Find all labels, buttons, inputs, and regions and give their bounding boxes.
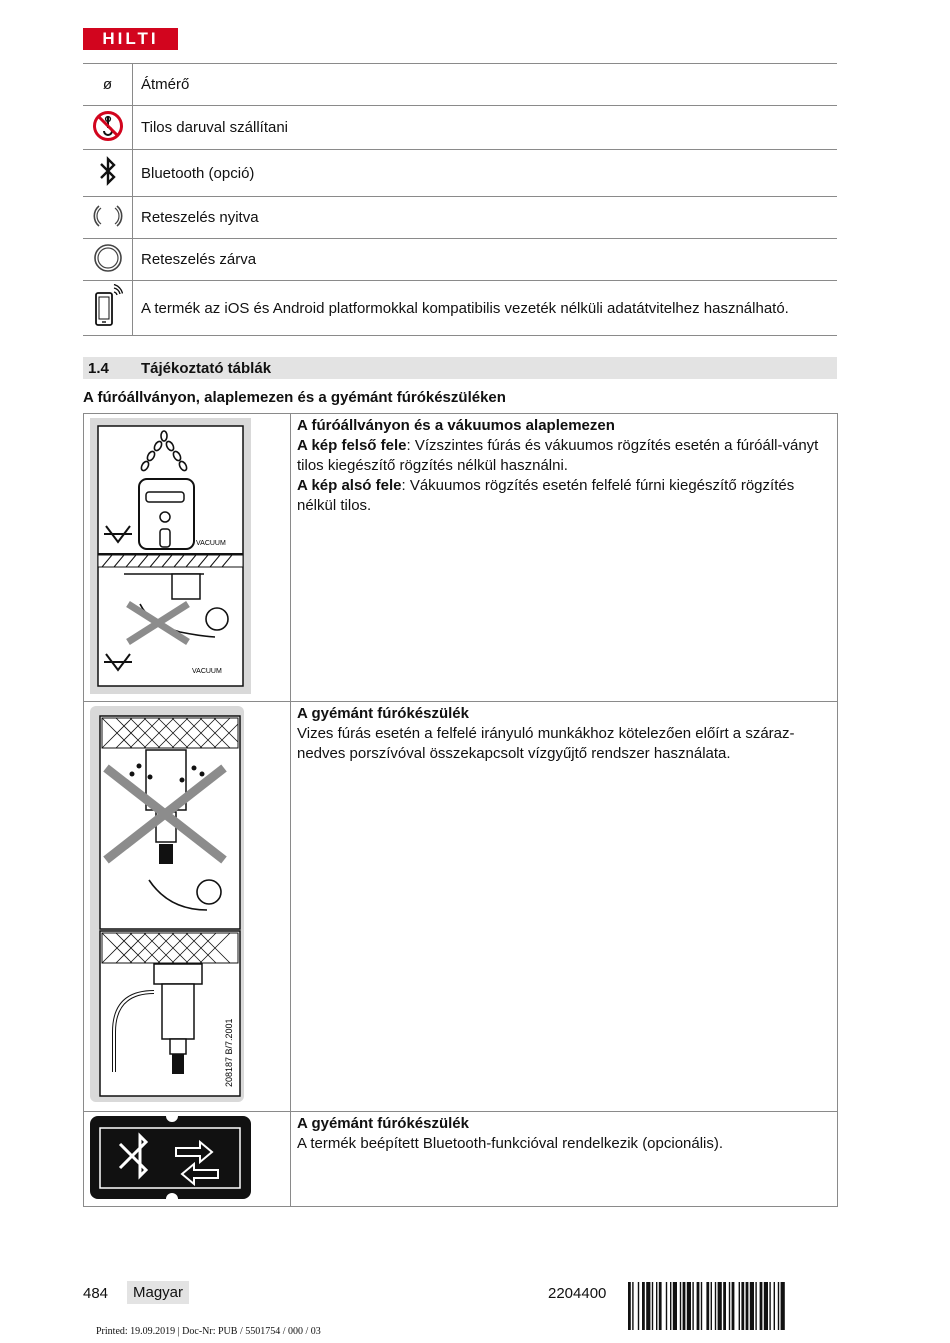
symbol-row	[83, 64, 837, 106]
section-heading	[83, 357, 837, 379]
sign-title: A fúróállványon és a vákuumos alaplemezen	[297, 417, 615, 434]
page-number: 484	[83, 1285, 109, 1302]
barcode	[628, 1282, 836, 1330]
section-title: Tájékoztató táblák	[141, 360, 272, 377]
lock-open-icon	[91, 199, 125, 233]
diameter-icon: ø	[83, 64, 133, 106]
symbol-row	[83, 281, 837, 336]
symbol-text: Reteszelés zárva	[133, 239, 838, 281]
symbol-text: Tilos daruval szállítani	[133, 106, 838, 150]
symbol-text: Bluetooth (opció)	[133, 150, 838, 197]
symbol-text: Átmérő	[133, 64, 838, 106]
vacuum-label-top: VACUUM	[196, 540, 226, 547]
sign-table	[83, 413, 838, 1207]
sign-row	[84, 414, 838, 702]
bluetooth-sign-image	[84, 1112, 290, 1202]
bluetooth-icon	[99, 155, 117, 187]
sign-title: A gyémánt fúrókészülék	[297, 705, 469, 722]
symbol-row	[83, 150, 837, 197]
document-code: 2204400	[548, 1285, 607, 1302]
print-info: Printed: 19.09.2019 | Doc-Nr: PUB / 5501754 / 000 / 03	[96, 1326, 321, 1337]
language-label: Magyar	[127, 1281, 189, 1304]
no-crane-transport-icon	[92, 110, 124, 142]
symbol-text: Reteszelés nyitva	[133, 197, 838, 239]
sign-text: Vizes fúrás esetén a felfelé irányuló munkákhoz kötelezően előírt a száraz-nedves porszívóval összekapcsolt vízgyűjtő rendszer használata.	[297, 725, 795, 762]
hilti-logo: HILTI	[83, 28, 178, 50]
symbol-row	[83, 106, 837, 150]
wet-drilling-sign-image	[84, 702, 290, 1107]
vacuum-label-bottom: VACUUM	[192, 668, 222, 675]
sign-row	[84, 702, 838, 1112]
symbol-row	[83, 239, 837, 281]
symbol-text: A termék az iOS és Android platformokkal kompatibilis vezeték nélküli adatátvitelhez használható.	[133, 281, 838, 336]
sign-image-code: 208187 B/7.2001	[224, 1018, 234, 1087]
lock-closed-icon	[92, 242, 124, 274]
sign-row	[84, 1112, 838, 1207]
phone-wireless-icon	[93, 284, 123, 328]
sign-text-lower: A kép alsó fele: Vákuumos rögzítés esetén felfelé fúrni kiegészítő rögzítés nélkül tilos.	[297, 477, 795, 514]
symbol-table	[83, 63, 837, 336]
section-number: 1.4	[88, 360, 109, 377]
symbol-row	[83, 197, 837, 239]
vacuum-base-sign-image	[84, 414, 290, 697]
subheading: A fúróállványon, alaplemezen és a gyémánt fúrókészüléken	[83, 389, 506, 406]
sign-title: A gyémánt fúrókészülék	[297, 1115, 469, 1132]
sign-text-upper: A kép felső fele: Vízszintes fúrás és vákuumos rögzítés esetén a fúróáll-ványt tilos kiegészítő rögzítés nélkül használni.	[297, 437, 819, 474]
sign-text: A termék beépített Bluetooth-funkcióval rendelkezik (opcionális).	[297, 1135, 724, 1152]
